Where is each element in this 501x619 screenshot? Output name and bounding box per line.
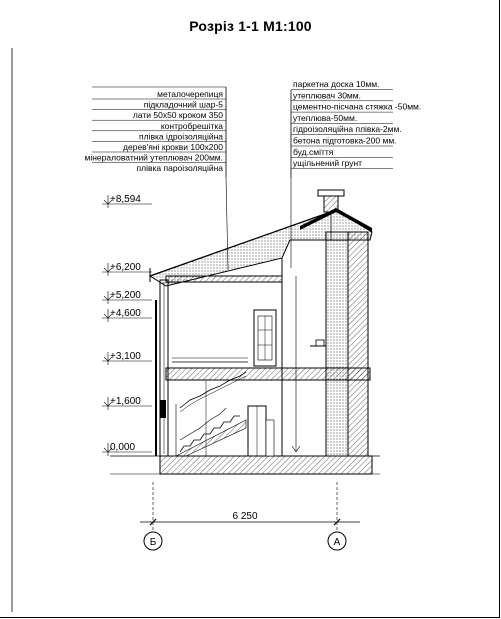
axis-a-label: А bbox=[333, 537, 341, 548]
level-marker bbox=[102, 442, 152, 456]
building-section bbox=[110, 190, 380, 474]
floor-slab bbox=[166, 368, 370, 380]
axis-markers bbox=[144, 532, 346, 550]
level-marker bbox=[102, 351, 152, 365]
level-value: +5,200 bbox=[110, 290, 141, 301]
dimension-value: 6 250 bbox=[232, 511, 258, 522]
level-value: 0,000 bbox=[110, 442, 136, 453]
staircase bbox=[176, 372, 246, 456]
roof-layer-label: мінераловатний утеплювач 200мм. bbox=[84, 152, 223, 163]
dimension-line bbox=[140, 482, 360, 532]
roof-layer-label: дерев'яні крокви 100x200 bbox=[123, 142, 223, 152]
level-marker bbox=[102, 308, 152, 322]
floor-layer-label: цементно-пісчана стяжка -50мм. bbox=[293, 101, 422, 112]
level-marker bbox=[102, 290, 152, 304]
floor-layer-label: утеплювач 30мм. bbox=[293, 90, 361, 101]
level-value: +4,600 bbox=[110, 308, 141, 319]
floor-layer-label: ущільнений грунт bbox=[293, 158, 363, 169]
level-marker bbox=[102, 194, 152, 208]
level-marker bbox=[102, 396, 152, 410]
level-marker bbox=[102, 262, 152, 276]
chimney bbox=[324, 196, 338, 212]
level-value: +1,600 bbox=[110, 396, 141, 407]
right-wall bbox=[326, 232, 348, 456]
level-value: +6,200 bbox=[110, 262, 141, 273]
foundation-slab bbox=[160, 456, 372, 474]
roof-layer-label: плівка пароізоляційна bbox=[136, 163, 223, 174]
level-markers bbox=[102, 194, 152, 456]
floor-layer-label: утеплюва-50мм. bbox=[293, 112, 358, 123]
level-value: +3,100 bbox=[110, 351, 141, 362]
roof-layer-label: контробрешітка bbox=[160, 120, 223, 131]
roof-layers-callout bbox=[85, 87, 229, 270]
roof-layer-label: лати 50x50 кроком 350 bbox=[132, 110, 223, 121]
drawing-title: Розріз 1-1 М1:100 bbox=[189, 18, 312, 34]
roof-layer-label: плівка ідроізоляційна bbox=[139, 131, 223, 142]
level-value: +8,594 bbox=[110, 194, 141, 205]
roof-layer-label: підкладочний шар-5 bbox=[143, 99, 223, 110]
floor-layer-label: бетона підготовка-200 мм. bbox=[293, 135, 397, 146]
roof-layer-label: металочерепиця bbox=[157, 89, 223, 99]
floor-layer-label: гідроізоляційна плівка-2мм. bbox=[293, 124, 402, 135]
floor-layer-label: буд.сміття bbox=[293, 146, 334, 157]
axis-b-label: Б bbox=[149, 537, 157, 548]
floor-layer-label: паркетна доска 10мм. bbox=[293, 79, 380, 89]
